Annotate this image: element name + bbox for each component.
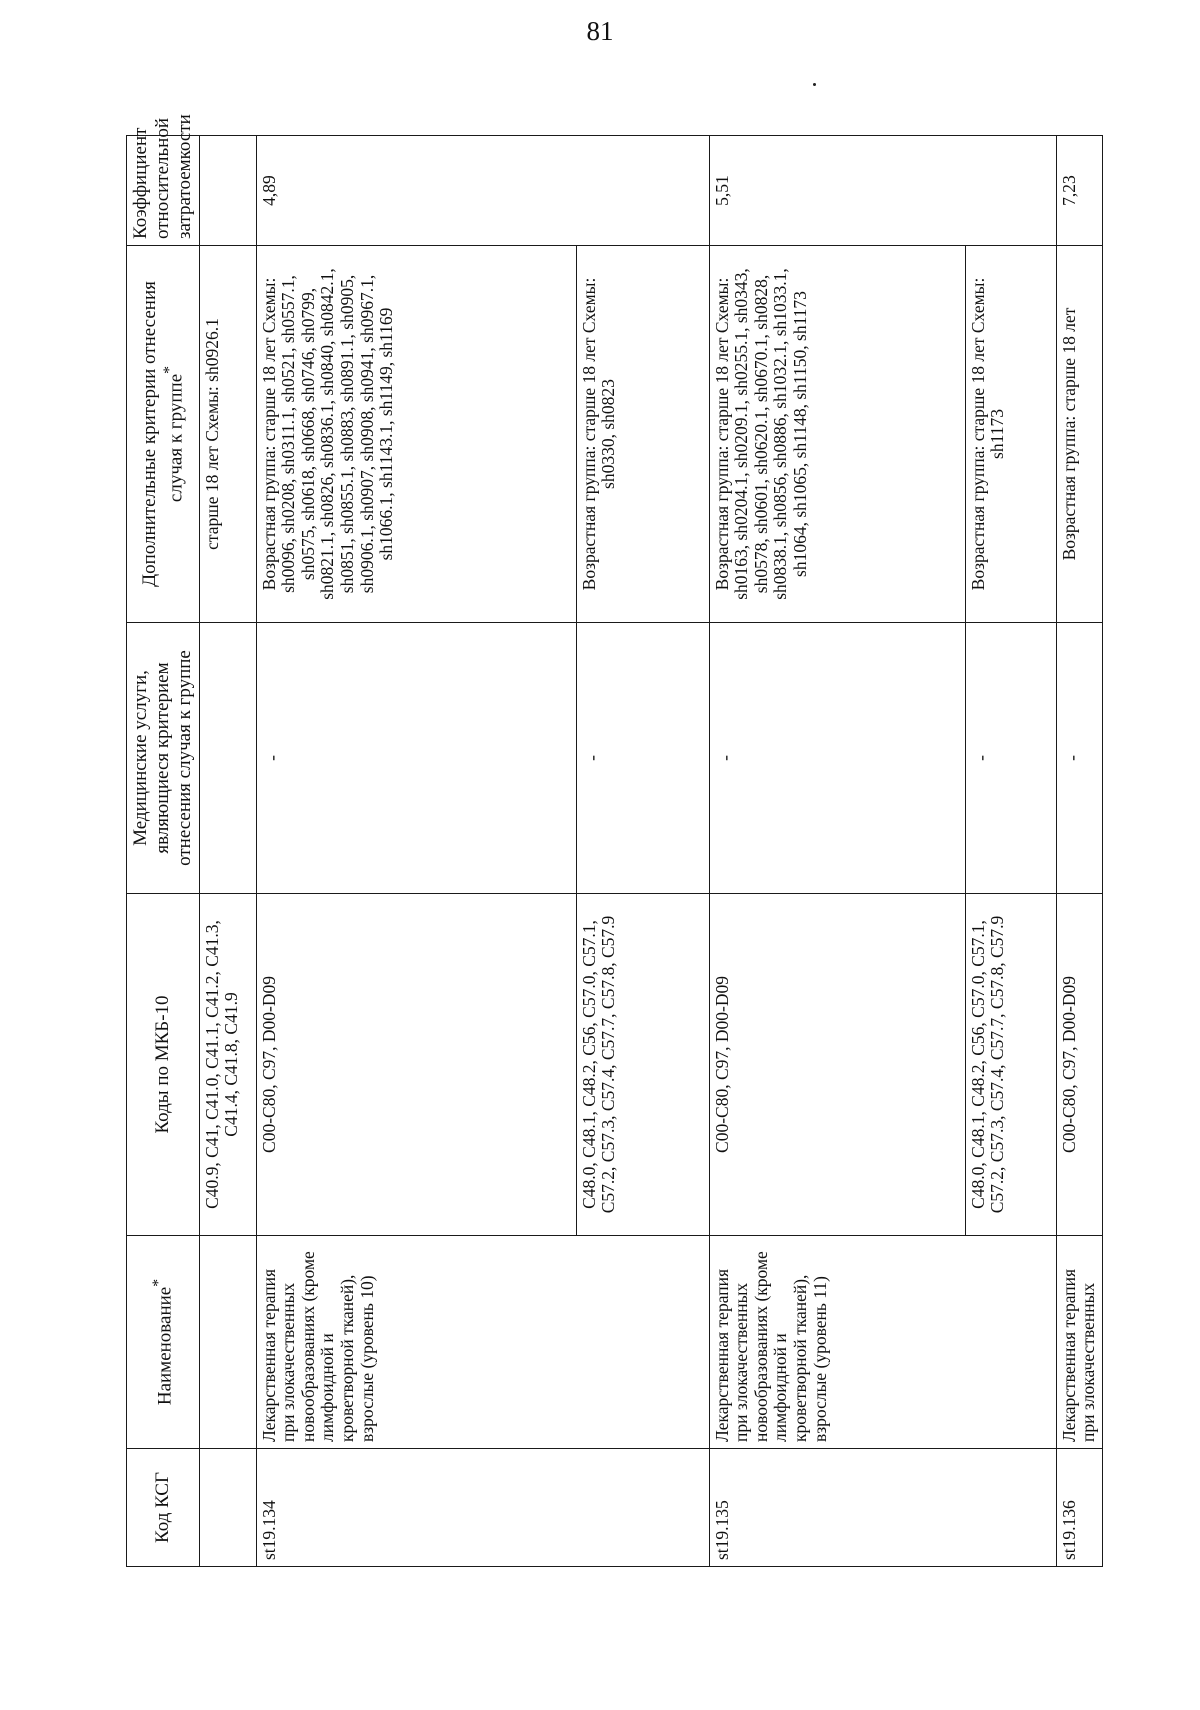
rotated-table-frame — [126, 114, 1099, 1567]
header-medical-services: Медицинские услуги, являющиеся критерием отнесения случая к группе — [127, 623, 200, 894]
cell-ksg-code: st19.134 — [256, 1449, 709, 1567]
scan-speck — [813, 83, 816, 86]
cell-criteria: Возрастная группа: старше 18 лет Схемы: sh1173 — [965, 246, 1056, 623]
cell-services: - — [256, 623, 576, 894]
header-additional-criteria: Дополнительные критерии отнесения случая к группе* — [127, 246, 200, 623]
cell-coefficient — [199, 136, 256, 246]
cell-services: - — [576, 623, 709, 894]
cell-icd-codes: С48.0, С48.1, С48.2, С56, С57.0, С57.1, С57.2, С57.3, С57.4, С57.7, С57.8, С57.9 — [965, 894, 1056, 1236]
cell-icd-codes: С00-С80, С97, D00-D09 — [256, 894, 576, 1236]
ksg-tariff-table — [126, 114, 1103, 1567]
tariff-table-container — [126, 114, 1099, 1567]
table-row-continuation — [199, 136, 256, 1567]
cell-criteria: Возрастная группа: старше 18 лет Схемы: sh0330, sh0823 — [576, 246, 709, 623]
page-number: 81 — [586, 16, 614, 46]
cell-ksg-code — [199, 1449, 256, 1567]
cell-services: - — [1056, 623, 1102, 894]
table-row-st19-136 — [1056, 136, 1102, 1567]
footnote-mark: * — [149, 1278, 167, 1287]
header-name: Наименование* — [127, 1236, 200, 1449]
cell-services — [199, 623, 256, 894]
cell-ksg-code: st19.136 — [1056, 1449, 1102, 1567]
cell-icd-codes: С00-С80, С97, D00-D09 — [709, 894, 965, 1236]
table-header-row — [127, 136, 200, 1567]
table-row-st19-135 — [709, 136, 965, 1567]
cell-icd-codes: С00-С80, С97, D00-D09 — [1056, 894, 1102, 1236]
header-cost-coefficient: Коэффициент относительной затратоемкости — [127, 136, 200, 246]
cell-icd-codes: С40.9, С41, С41.0, С41.1, С41.2, С41.3, С41.4, С41.8, С41.9 — [199, 894, 256, 1236]
table-row-st19-134 — [256, 136, 576, 1567]
cell-criteria: Возрастная группа: старше 18 лет Схемы: sh0163, sh0204.1, sh0209.1, sh0255.1, sh0343, sh0578, sh0601, sh0620.1, sh0670.1, sh0828, sh0838.1, sh0856, sh0886, sh1032.1, sh1033.1, sh1064, sh1065, sh1148, sh1150, sh1173 — [709, 246, 965, 623]
cell-name: Лекарственная терапия при злокачественных новообразованиях (кроме лимфоидной и кроветворной тканей), взрослые (уровень 11) — [709, 1236, 1056, 1449]
cell-services: - — [709, 623, 965, 894]
cell-ksg-code: st19.135 — [709, 1449, 1056, 1567]
header-icd-codes: Коды по МКБ-10 — [127, 894, 200, 1236]
cell-name: Лекарственная терапия при злокачественных — [1056, 1236, 1102, 1449]
cell-name — [199, 1236, 256, 1449]
cell-coefficient: 4,89 — [256, 136, 709, 246]
cell-criteria: старше 18 лет Схемы: sh0926.1 — [199, 246, 256, 623]
cell-icd-codes: С48.0, С48.1, С48.2, С56, С57.0, С57.1, С57.2, С57.3, С57.4, С57.7, С57.8, С57.9 — [576, 894, 709, 1236]
footnote-mark: * — [160, 365, 178, 374]
cell-coefficient: 7,23 — [1056, 136, 1102, 246]
cell-name: Лекарственная терапия при злокачественных новообразованиях (кроме лимфоидной и кроветворной тканей), взрослые (уровень 10) — [256, 1236, 709, 1449]
cell-coefficient: 5,51 — [709, 136, 1056, 246]
cell-criteria: Возрастная группа: старше 18 лет Схемы: sh0096, sh0208, sh0311.1, sh0521, sh0557.1, sh0575, sh0618, sh0668, sh0746, sh0799, sh0821.1, sh0826, sh0836.1, sh0840, sh0842.1, sh0851, sh0855.1, sh0883, sh0891.1, sh0905, sh0906.1, sh0907, sh0908, sh0941, sh0967.1, sh1066.1, sh1143.1, sh1149, sh1169 — [256, 246, 576, 623]
cell-services: - — [965, 623, 1056, 894]
header-ksg-code: Код КСГ — [127, 1449, 200, 1567]
cell-criteria: Возрастная группа: старше 18 лет — [1056, 246, 1102, 623]
